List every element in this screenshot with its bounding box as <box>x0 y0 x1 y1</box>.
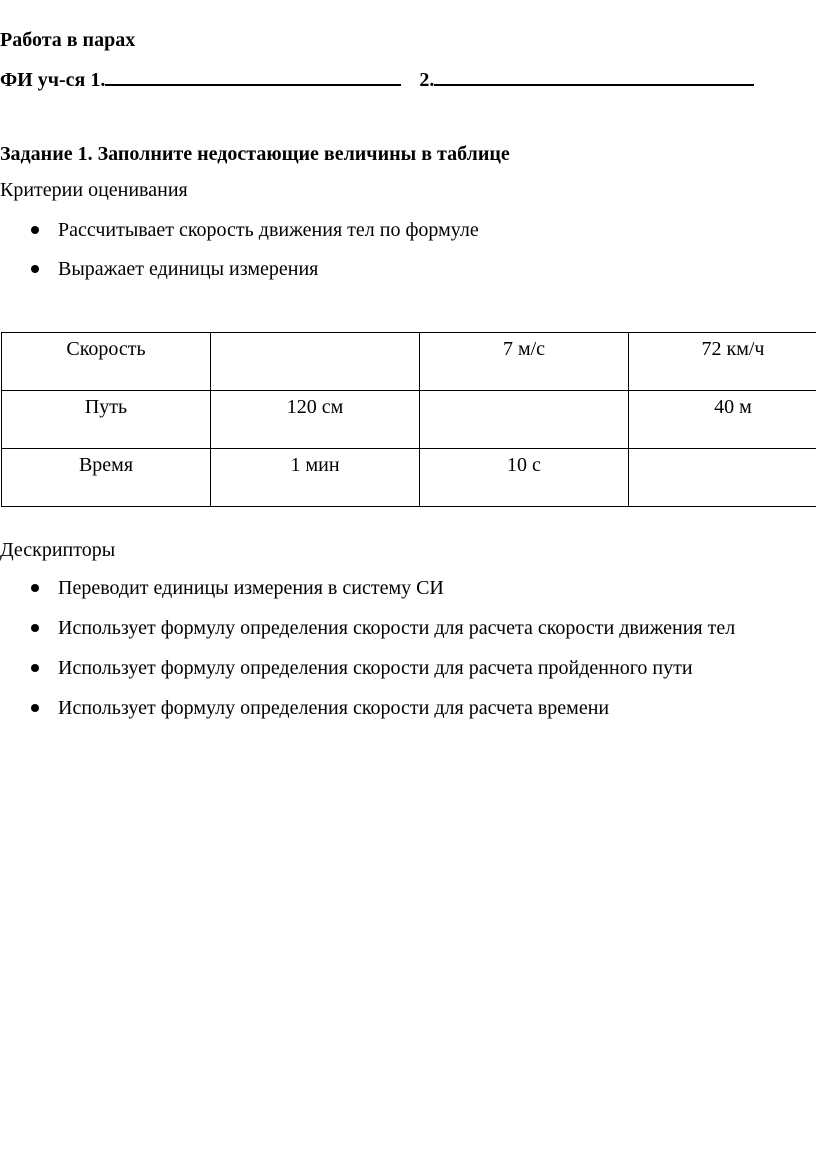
descriptor-item: Использует формулу определения скорости для расчета времени <box>0 696 735 736</box>
table-row <box>2 333 816 391</box>
bullet-icon <box>31 265 39 273</box>
student-2-label: 2. <box>419 69 435 91</box>
table-cell: Путь <box>2 391 211 449</box>
table-cell-empty[interactable] <box>211 333 420 391</box>
table-row <box>2 449 816 507</box>
task-title: Задание 1. Заполните недостающие величины в таблице <box>0 143 510 165</box>
descriptor-item: Использует формулу определения скорости для расчета скорости движения тел <box>0 616 735 656</box>
table-cell: Скорость <box>2 333 211 391</box>
values-table <box>1 332 816 507</box>
descriptors-label: Дескрипторы <box>0 539 116 561</box>
descriptors-list <box>0 576 735 736</box>
student-1-label: ФИ уч-ся 1. <box>0 69 106 91</box>
table-cell-empty[interactable] <box>629 449 816 507</box>
table-cell: 7 м/с <box>420 333 629 391</box>
criteria-item: Выражает единицы измерения <box>0 257 479 296</box>
criteria-list <box>0 218 479 296</box>
table-cell: 1 мин <box>211 449 420 507</box>
bullet-icon <box>31 226 39 234</box>
criteria-item: Рассчитывает скорость движения тел по формуле <box>0 218 479 257</box>
bullet-icon <box>31 704 39 712</box>
descriptor-item: Переводит единицы измерения в систему СИ <box>0 576 735 616</box>
table-cell: 40 м <box>629 391 816 449</box>
page-title: Работа в парах <box>0 29 136 51</box>
table-cell: 120 см <box>211 391 420 449</box>
student-names-line <box>0 66 754 92</box>
bullet-icon <box>31 624 39 632</box>
table-cell: Время <box>2 449 211 507</box>
student-2-blank[interactable] <box>434 66 754 86</box>
table-cell-empty[interactable] <box>420 391 629 449</box>
table-row <box>2 391 816 449</box>
table-cell: 72 км/ч <box>629 333 816 391</box>
descriptor-item: Использует формулу определения скорости для расчета пройденного пути <box>0 656 735 696</box>
table-cell: 10 с <box>420 449 629 507</box>
criteria-label: Критерии оценивания <box>0 179 188 201</box>
bullet-icon <box>31 664 39 672</box>
bullet-icon <box>31 584 39 592</box>
student-1-blank[interactable] <box>105 66 401 86</box>
